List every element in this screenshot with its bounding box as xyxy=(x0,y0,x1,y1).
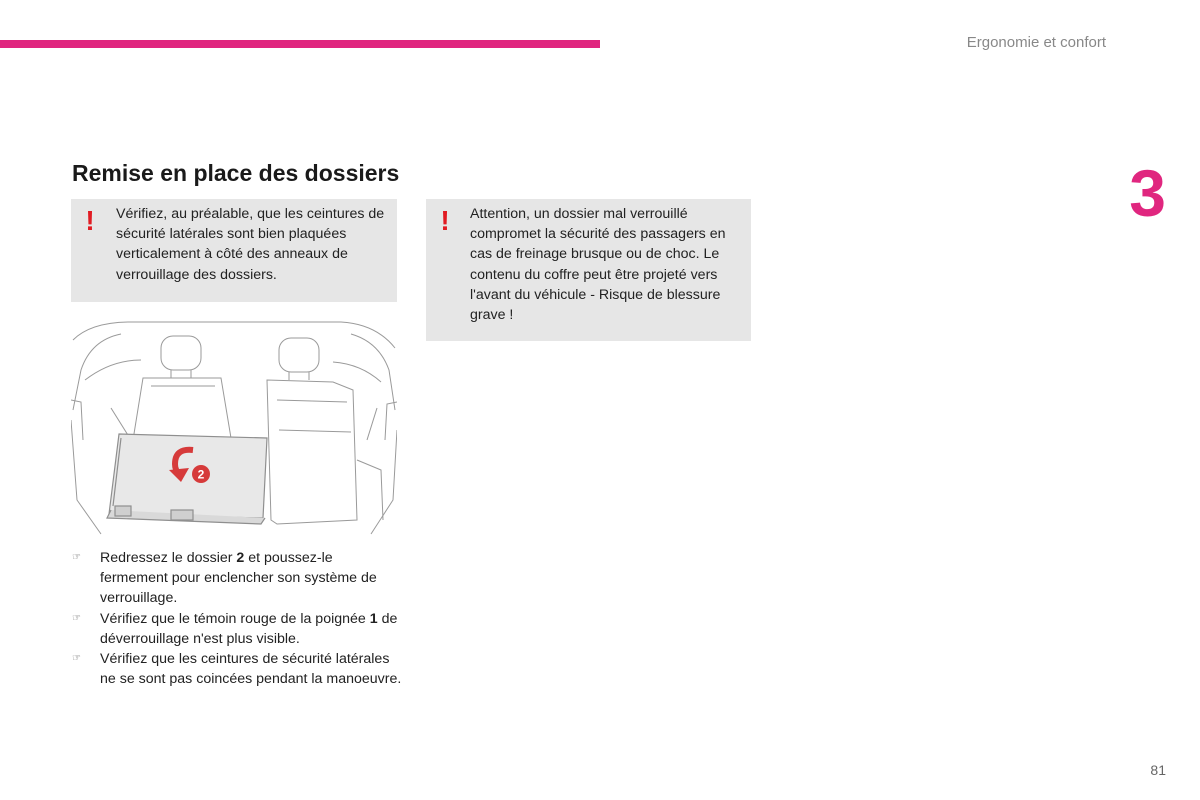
list-item xyxy=(72,649,402,689)
header-accent-bar xyxy=(0,40,600,48)
warning-text: Vérifiez, au préalable, que les ceintures de sécurité latérales sont bien plaquées verticalement à côté des anneaux de verrouillage des dossiers. xyxy=(116,206,385,283)
page-heading: Remise en place des dossiers xyxy=(72,160,400,186)
chapter-number: 3 xyxy=(1129,156,1166,230)
seat-back-illustration xyxy=(71,320,397,538)
list-item xyxy=(72,609,402,649)
page-number: 81 xyxy=(1150,762,1166,778)
callout-label: 2 xyxy=(197,467,205,482)
step-reference: 2 xyxy=(236,550,245,566)
step-text: Redressez le dossier xyxy=(100,550,237,566)
step-text: Vérifiez que le témoin rouge de la poignée xyxy=(100,610,370,627)
step-reference: 1 xyxy=(369,610,378,627)
warning-box-seatbelts xyxy=(71,199,397,302)
section-title: Ergonomie et confort xyxy=(966,34,1106,51)
pointing-hand-icon: ☞ xyxy=(72,552,81,563)
instruction-steps xyxy=(72,548,402,689)
warning-box-locking xyxy=(426,199,751,341)
warning-exclamation-icon: ! xyxy=(85,205,95,236)
warning-text: Attention, un dossier mal verrouillé compromet la sécurité des passagers en cas de freinage brusque ou de choc. Le contenu du coffre peut être projeté vers l'avant du véhicule - Risque de blessure grave ! xyxy=(470,206,726,324)
list-item xyxy=(72,548,402,609)
callout-2 xyxy=(192,465,210,483)
step-text: et poussez-le fermement pour enclencher son système de verrouillage. xyxy=(100,550,377,607)
step-text: Vérifiez que les ceintures de sécurité latérales ne se sont pas coincées pendant la manoeuvre. xyxy=(100,651,402,688)
pointing-hand-icon: ☞ xyxy=(72,653,81,665)
warning-exclamation-icon: ! xyxy=(440,205,450,236)
step-text: de déverrouillage n'est plus visible. xyxy=(100,610,398,647)
pointing-hand-icon: ☞ xyxy=(72,612,81,624)
